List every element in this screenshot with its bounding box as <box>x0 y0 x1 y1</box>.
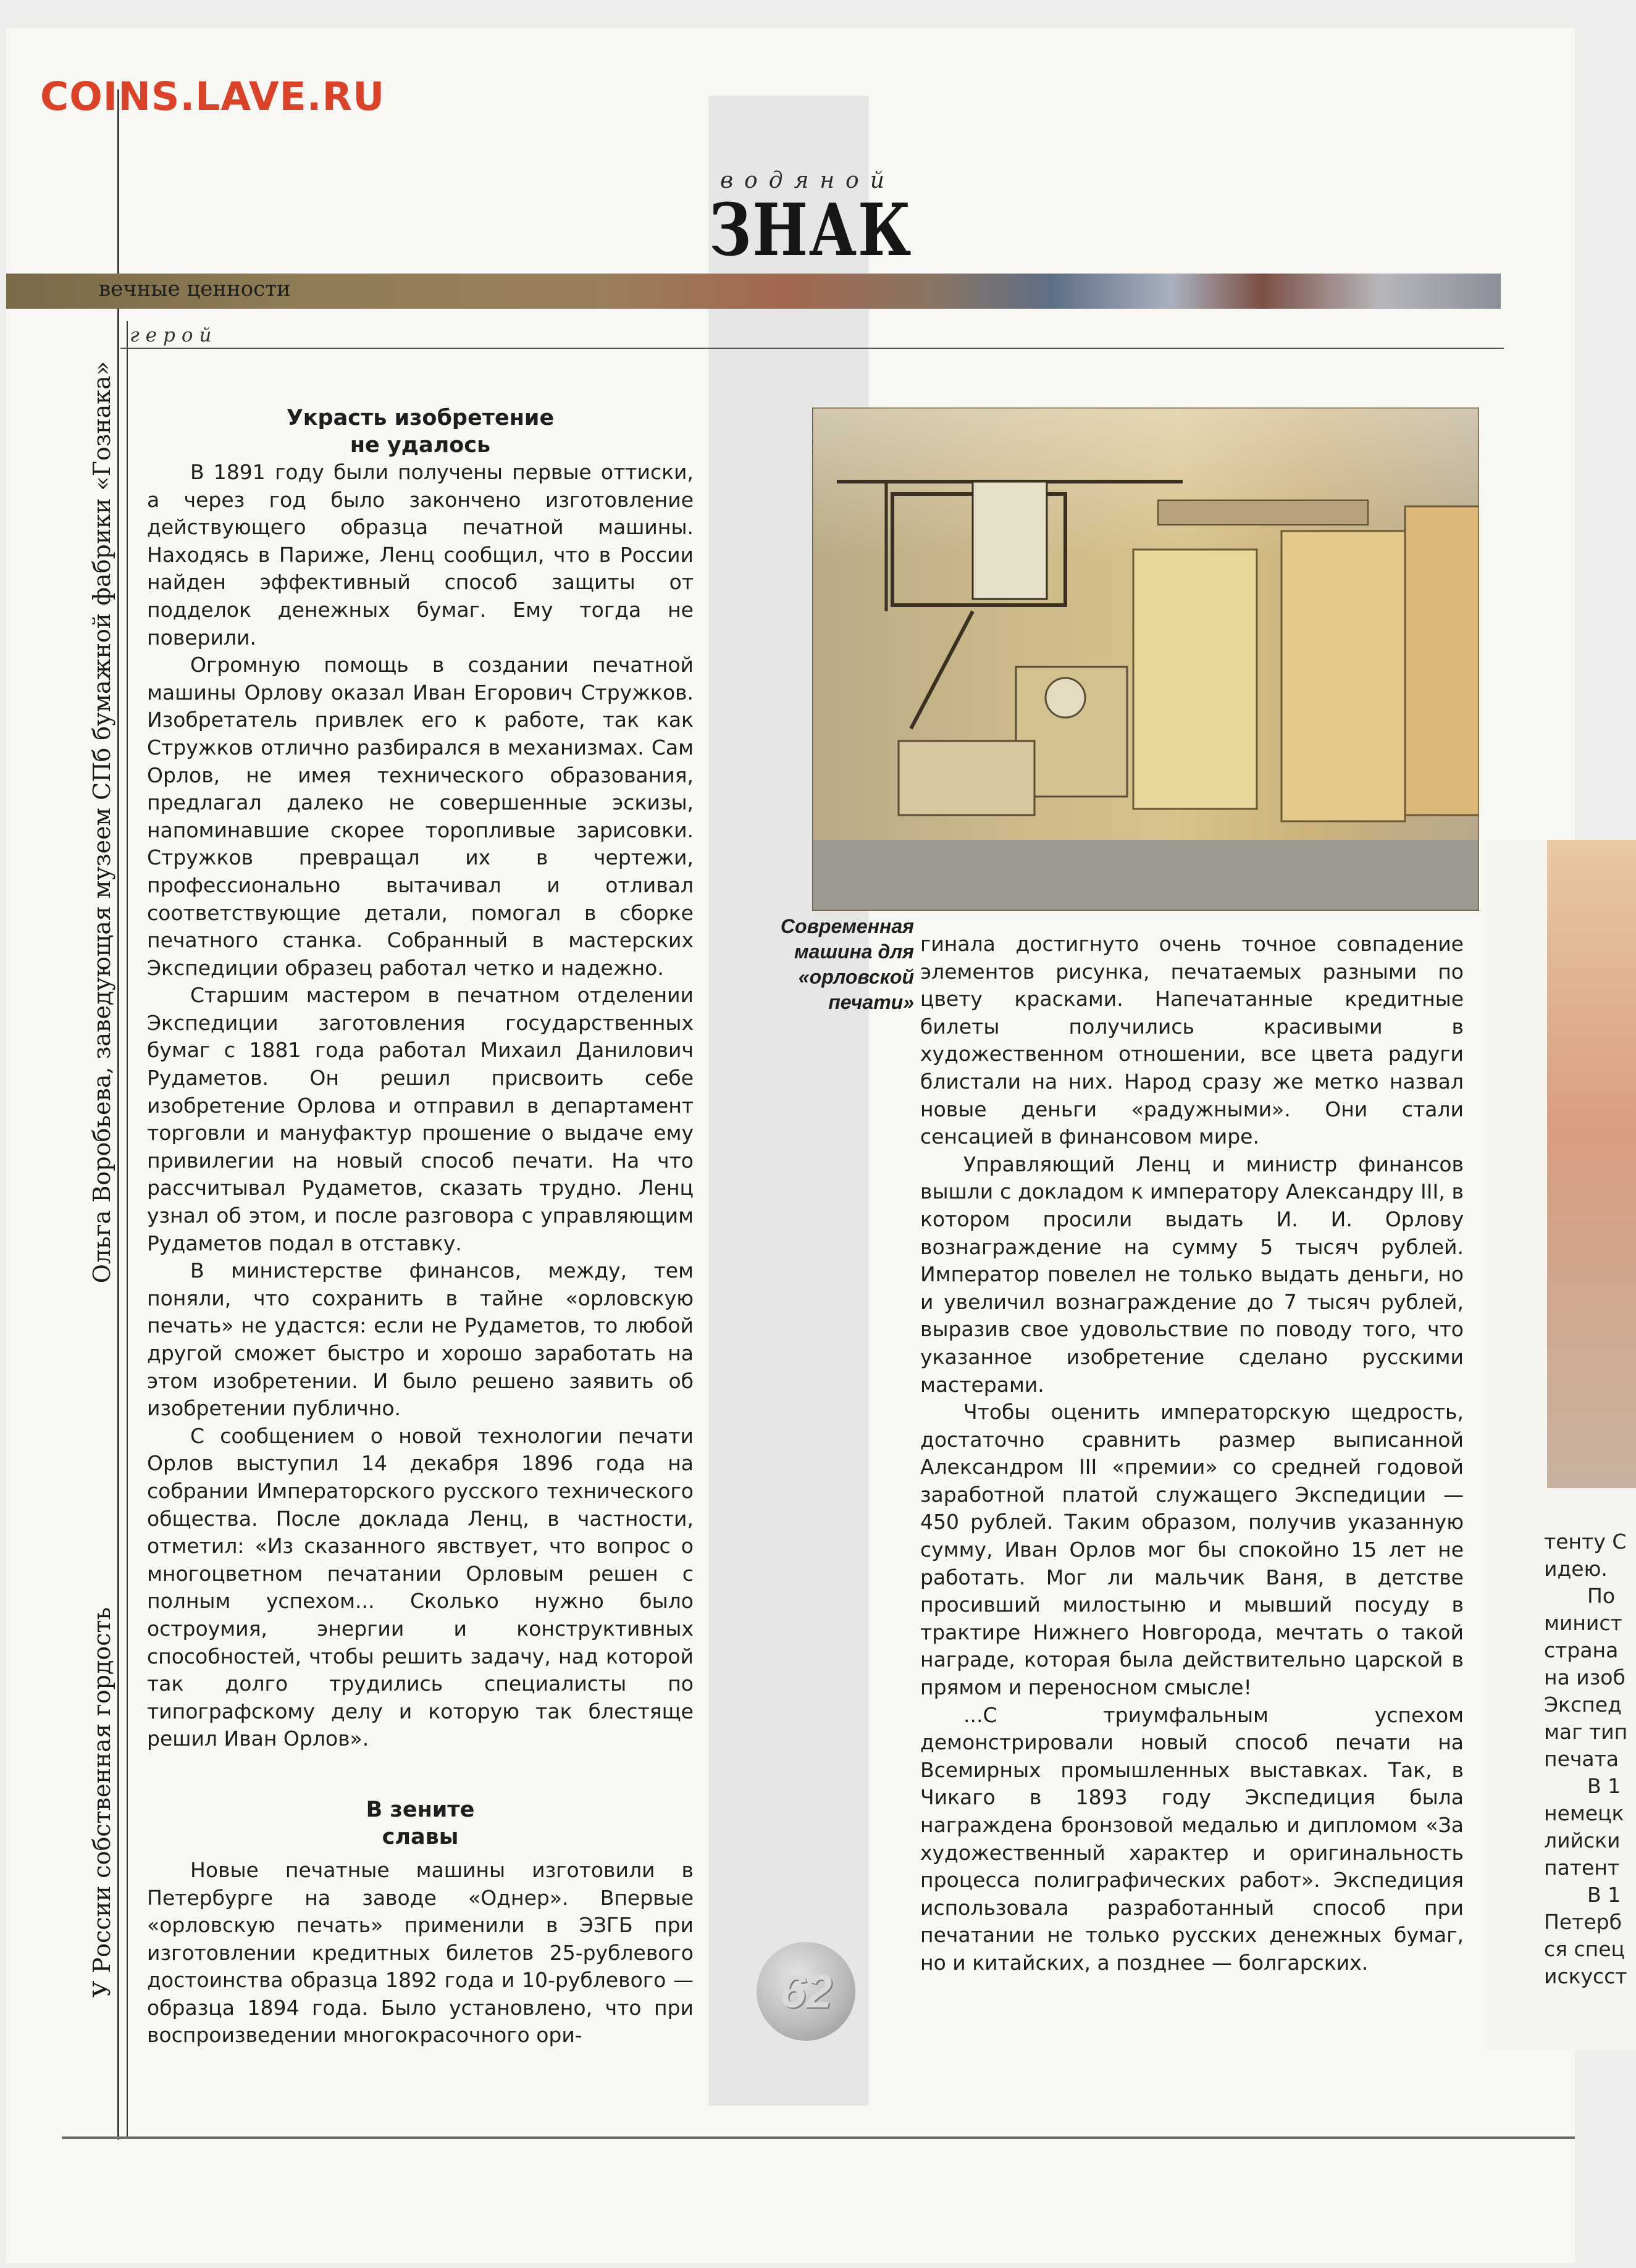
gray-column-background <box>708 96 869 2106</box>
paragraph: Огромную помощь в создании печатной машины Орлову оказал Иван Егорович Стружков. Изобретатель привлек его к работе, так как Стружков отлично разбирался в механизмах. Сам Орлов, не имея технического образования, предлагал далеко не совершенные эскизы, напоминавшие скорее торопливые зарисовки. Стружков превращал их в чертежи, профессионально вытачивал и отливал соответствующие детали, помогал в сборке печатного станка. Собранный в мастерских Экспедиции образец работал четко и надежно. <box>147 653 694 980</box>
vertical-top-text: Ольга Воробьева, заведующая музеем СПб бумажной фабрики «Гознака» <box>88 361 115 1284</box>
next-page-edge <box>1485 840 1636 2050</box>
page-number: 62 <box>757 1942 855 2041</box>
section-label: вечные ценности <box>99 277 291 301</box>
photo-caption: Современная машина для «орловской печати» <box>780 915 914 1013</box>
paragraph: Новые печатные машины изготовили в Петербурге на заводе «Однер». Впервые «орловскую печать» применили в ЭЗГБ при изготовлении кредитных билетов 25-рублевого достоинства образца 1892 года и 10-рублевого — образца 1894 года. Было установлено, что при воспроизведении многокрасочного ори- <box>147 1857 694 2048</box>
header-rule <box>120 348 1504 349</box>
masthead-subtitle: водяной <box>720 168 896 193</box>
printing-machine-photo <box>812 408 1479 911</box>
right-column <box>920 931 1464 1977</box>
watermark: COINS.LAVE.RU <box>40 74 385 119</box>
masthead-title: ЗНАК <box>709 188 913 272</box>
paragraph: гинала достигнуто очень точное совпадение элементов рисунка, печатаемых разными по цвету красками. Напечатанные кредитные билеты получились красивыми в художественном отношении, все цвета радуги блистали на них. Народ сразу же метко назвал новые деньги «радужными». Они стали сенсацией в финансовом мире. <box>920 932 1464 1149</box>
left-column <box>147 404 694 2049</box>
paragraph: С сообщением о новой технологии печати Орлов выступил 14 декабря 1896 года на собрании Императорского русского технического общества. После доклада Ленц, в частности, отметил: «Из сказанного явствует, что вопрос о многоцветном печатании Орловым решен с полным успехом... Сколько нужно было остроумия, энергии и конструктивных способностей, чтобы решить задачу, над которой так долго трудились специалисты по типографскому делу и которую так блестяще решил Иван Орлов». <box>147 1423 694 1751</box>
margin-line-left-inner <box>127 321 128 2136</box>
paragraph: ...С триумфальным успехом демонстрировали новый способ печати на Всемирных промышленных выставках. Так, в Чикаго в 1893 году Экспедиция была награждена бронзовой медалью и дипломом «За художественный характер и оригинальность процесса полиграфических работ». Экспедиция использовала разработанный способ при печатании не только русских денежных бумаг, но и китайских, а позднее — болгарских. <box>920 1702 1464 1975</box>
heading-zenith: В зените славы <box>366 1797 475 1849</box>
paragraph: Старшим мастером в печатном отделении Экспедиции заготовления государственных бумаг с 1881 года работал Михаил Данилович Рудаметов. Он решил присвоить себе изобретение Орлова и отправил в департамент торговли и мануфактур прошение о выдаче ему привилегии на новый способ печати. На что рассчитывал Рудаметов, сказать трудно. Ленц узнал об этом, и после разговора с управляющим Рудаметов подал в отставку. <box>147 983 694 1255</box>
next-page-text: тенту С идею. По минист страна на изоб Экспед маг тип печата В 1 немецк лийски патент В 1 Петерб ся спец искусст <box>1544 1529 1628 1988</box>
paragraph: Управляющий Ленц и министр финансов вышли с докладом к императору Александру III, в котором просили выдать И. И. Орлову вознаграждение на сумму 5 тысяч рублей. Император повелел не только выдать деньги, но и увеличил вознаграждение до 7 тысяч рублей, выразив свое удовольствие по поводу того, что указанное изобретение сделано русскими мастерами. <box>920 1152 1464 1397</box>
vertical-bottom-text: У России собственная гордость <box>88 1607 115 1998</box>
vertical-margin-text <box>80 361 124 1998</box>
bottom-rule <box>62 2136 1575 2139</box>
next-page-illustration <box>1547 840 1636 1488</box>
heading-steal: Украсть изобретение не удалось <box>286 406 555 458</box>
paragraph: В 1891 году были получены первые оттиски, а через год было закончено изготовление действующего образца печатной машины. Находясь в Париже, Ленц сообщил, что в России найден эффективный способ защиты от подделок денежных бумаг. Ему тогда не поверили. <box>147 460 694 650</box>
paragraph: Чтобы оценить императорскую щедрость, достаточно сравнить размер выписанной Александром III «премии» со средней годовой заработной платой служащего Экспедиции — 450 рублей. Таким образом, получив указанную сумму, Иван Орлов мог бы спокойно 15 лет не работать. Мог ли мальчик Ваня, в детстве просивший милостыню и мывший посуду в трактире Нижнего Новгорода, мечтать о такой награде, которая была действительно царской в прямом и переносном смысле! <box>920 1400 1464 1700</box>
rubric-label: герой <box>130 324 218 346</box>
paragraph: В министерстве финансов, между, тем поняли, что сохранить в тайне «орловскую печать» не удастся: если не Рудаметов, то любой другой сможет быстро и хорошо заработать на этом изобретении. И было решено заявить об изобретении публично. <box>147 1258 694 1421</box>
